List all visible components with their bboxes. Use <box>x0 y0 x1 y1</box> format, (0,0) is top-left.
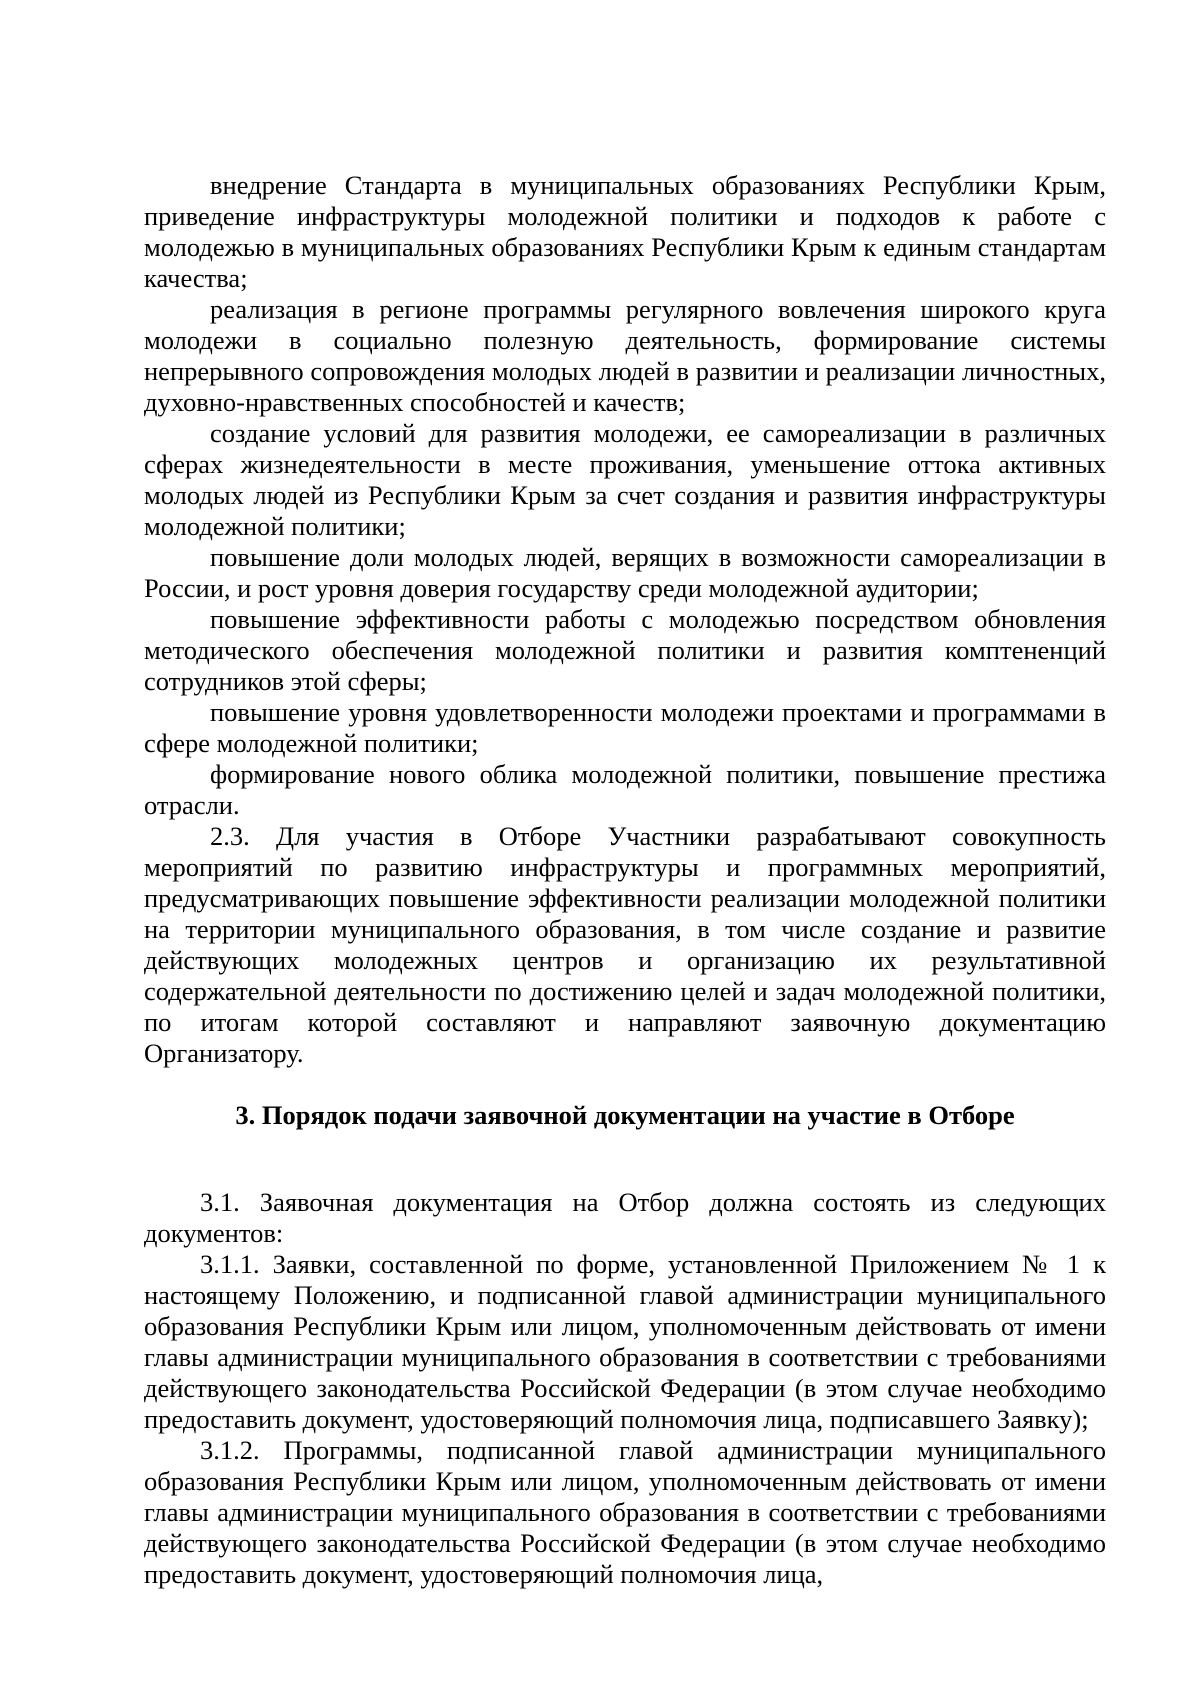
paragraph-2-3: 2.3. Для участия в Отборе Участники разрабатывают совокупность мероприятий по развитию инфраструктуры и программных мероприятий, предусматривающих повышение эффективности реализации молодежной политики на территории муниципального образования, в том числе создание и развитие действующих молодежных центров и организацию их результативной содержательной деятельности по достижению целей и задач молодежной политики, по итогам которой составляют и направляют заявочную документацию Организатору. <box>144 821 1106 1068</box>
paragraph: внедрение Стандарта в муниципальных образованиях Республики Крым, приведение инфраструктуры молодежной политики и подходов к работе с молодежью в муниципальных образованиях Республики Крым к единым стандартам качества; <box>144 170 1106 293</box>
paragraph: создание условий для развития молодежи, ее самореализации в различных сферах жизнедеятельности в месте проживания, уменьшение оттока активных молодых людей из Республики Крым за счет создания и развития инфраструктуры молодежной политики; <box>144 418 1106 541</box>
paragraph: реализация в регионе программы регулярного вовлечения широкого круга молодежи в социально полезную деятельность, формирование системы непрерывного сопровождения молодых людей в развитии и реализации личностных, духовно-нравственных способностей и качеств; <box>144 294 1106 417</box>
text-block-after-heading <box>144 1187 1106 1590</box>
paragraph: повышение доли молодых людей, верящих в возможности самореализации в России, и рост уровня доверия государству среди молодежной аудитории; <box>144 542 1106 603</box>
text-block-before-heading <box>144 170 1106 1069</box>
paragraph-3-1: 3.1. Заявочная документация на Отбор должна состоять из следующих документов: <box>144 1187 1106 1248</box>
paragraph: повышение уровня удовлетворенности молодежи проектами и программами в сфере молодежной политики; <box>144 697 1106 758</box>
paragraph-3-1-2: 3.1.2. Программы, подписанной главой администрации муниципального образования Республики Крым или лицом, уполномоченным действовать от имени главы администрации муниципального образования в соответствии с требованиями действующего законодательства Российской Федерации (в этом случае необходимо предоставить документ, удостоверяющий полномочия лица, <box>144 1435 1106 1589</box>
paragraph: повышение эффективности работы с молодежью посредством обновления методического обеспечения молодежной политики и развития комптененций сотрудников этой сферы; <box>144 604 1106 696</box>
paragraph: формирование нового облика молодежной политики, повышение престижа отрасли. <box>144 759 1106 820</box>
section-heading: 3. Порядок подачи заявочной документации на участие в Отборе <box>235 1100 1015 1130</box>
paragraph-3-1-1: 3.1.1. Заявки, составленной по форме, установленной Приложением № 1 к настоящему Положению, и подписанной главой администрации муниципального образования Республики Крым или лицом, уполномоченным действовать от имени главы администрации муниципального образования в соответствии с требованиями действующего законодательства Российской Федерации (в этом случае необходимо предоставить документ, удостоверяющий полномочия лица, подписавшего Заявку); <box>144 1249 1106 1434</box>
